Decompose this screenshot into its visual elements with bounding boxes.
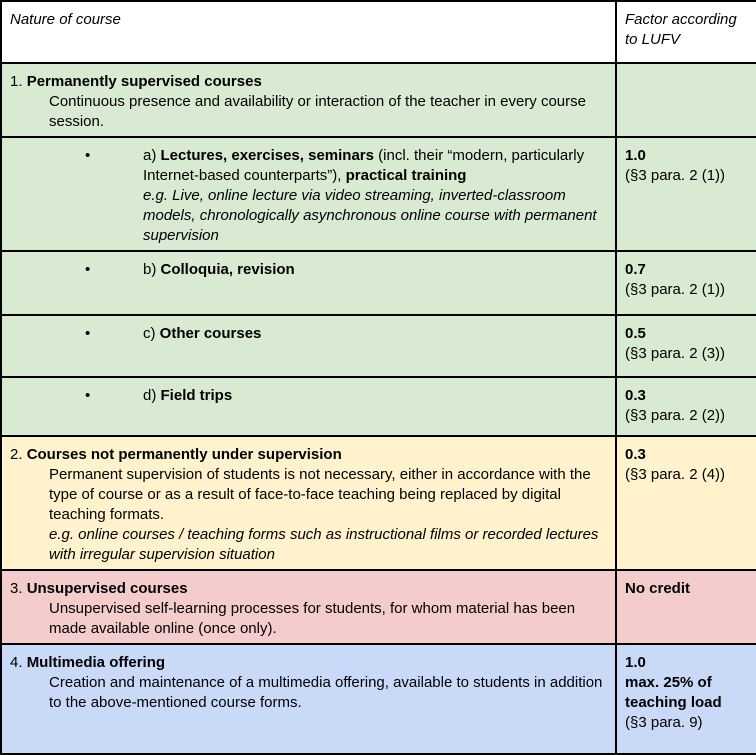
- factor-cell: [616, 251, 756, 315]
- nature-cell: [1, 644, 616, 754]
- section-title: Permanently supervised courses: [26, 73, 262, 90]
- factor-value: 0.7: [625, 261, 646, 278]
- item-lead: a): [143, 147, 161, 164]
- nature-cell: [1, 63, 616, 137]
- factor-cell: [616, 137, 756, 251]
- column-header-factor-lufv: Factor according to LUFV: [616, 1, 756, 63]
- table-row-2-not-permanently-supervised: [1, 436, 756, 570]
- table-row-1d-field-trips: [1, 377, 756, 436]
- factor-reference: (§3 para. 9): [625, 714, 703, 731]
- section-title: Multimedia offering: [26, 654, 166, 671]
- section-title: Unsupervised courses: [26, 580, 188, 597]
- section-heading: [10, 579, 607, 599]
- list-item: [10, 146, 607, 246]
- factor-value: 1.0: [625, 147, 646, 164]
- factor-reference: (§3 para. 2 (2)): [625, 407, 726, 424]
- section-number: 1.: [10, 73, 23, 90]
- column-header-nature-of-course: Nature of course: [1, 1, 616, 63]
- factor-cell: [616, 315, 756, 377]
- table-row-1a-lectures: [1, 137, 756, 251]
- factor-note: max. 25% of teaching load: [625, 674, 722, 711]
- factor-value: 1.0: [625, 654, 646, 671]
- item-lead: d): [143, 387, 161, 404]
- nature-cell: [1, 570, 616, 644]
- table-row-1c-other-courses: [1, 315, 756, 377]
- item-example: e.g. Live, online lecture via video streaming, inverted-classroom models, chronologically asynchronous online course with permanent supervision: [143, 187, 597, 244]
- section-description: Creation and maintenance of a multimedia offering, available to students in addition to the above-mentioned course forms.: [49, 674, 603, 711]
- section-example: e.g. online courses / teaching forms such as instructional films or recorded lectures with irregular supervision situation: [49, 526, 599, 563]
- section-heading: [10, 445, 607, 465]
- section-number: 2.: [10, 446, 23, 463]
- factor-value: No credit: [625, 580, 691, 597]
- table-row-1b-colloquia: [1, 251, 756, 315]
- factor-value: 0.3: [625, 446, 646, 463]
- table-row-1-permanently-supervised: [1, 63, 756, 137]
- factor-cell: [616, 377, 756, 436]
- factor-cell: [616, 644, 756, 754]
- item-title-bold: Field trips: [160, 387, 233, 404]
- item-title-bold: Other courses: [159, 325, 262, 342]
- table-row-3-unsupervised: [1, 570, 756, 644]
- nature-cell: [1, 137, 616, 251]
- list-item: [10, 386, 607, 406]
- section-title: Courses not permanently under supervision: [26, 446, 342, 463]
- factor-cell: [616, 570, 756, 644]
- section-heading: [10, 72, 607, 92]
- section-number: 4.: [10, 654, 23, 671]
- bullet-icon: •: [85, 147, 91, 164]
- factor-reference: (§3 para. 2 (1)): [625, 281, 726, 298]
- nature-cell: [1, 377, 616, 436]
- factor-reference: (§3 para. 2 (4)): [625, 466, 726, 483]
- header-row: [1, 1, 756, 63]
- item-title-bold: Lectures, exercises, seminars: [160, 147, 374, 164]
- factor-cell: [616, 63, 756, 137]
- list-item: [10, 260, 607, 280]
- section-description: Permanent supervision of students is not necessary, either in accordance with the type of course or as a result of face-to-face teaching being replaced by digital teaching formats.: [49, 466, 591, 523]
- item-lead: b): [143, 261, 161, 278]
- item-title-bold: Colloquia, revision: [160, 261, 295, 278]
- table-row-4-multimedia: [1, 644, 756, 754]
- item-lead: c): [143, 325, 160, 342]
- nature-cell: [1, 436, 616, 570]
- bullet-icon: •: [85, 387, 91, 404]
- factor-value: 0.3: [625, 387, 646, 404]
- list-item: [10, 324, 607, 344]
- factor-reference: (§3 para. 2 (3)): [625, 345, 726, 362]
- nature-cell: [1, 315, 616, 377]
- section-heading: [10, 653, 607, 673]
- factor-cell: [616, 436, 756, 570]
- item-mid-text: (incl. their “modern, particularly Internet-based counterparts”),: [143, 147, 585, 184]
- factor-value: 0.5: [625, 325, 646, 342]
- factor-reference: (§3 para. 2 (1)): [625, 167, 726, 184]
- section-description: Continuous presence and availability or interaction of the teacher in every course session.: [49, 93, 586, 130]
- item-title-bold-2: practical training: [345, 167, 467, 184]
- section-number: 3.: [10, 580, 23, 597]
- bullet-icon: •: [85, 261, 91, 278]
- bullet-icon: •: [85, 325, 91, 342]
- nature-cell: [1, 251, 616, 315]
- section-description: Unsupervised self-learning processes for students, for whom material has been made available online (once only).: [49, 600, 576, 637]
